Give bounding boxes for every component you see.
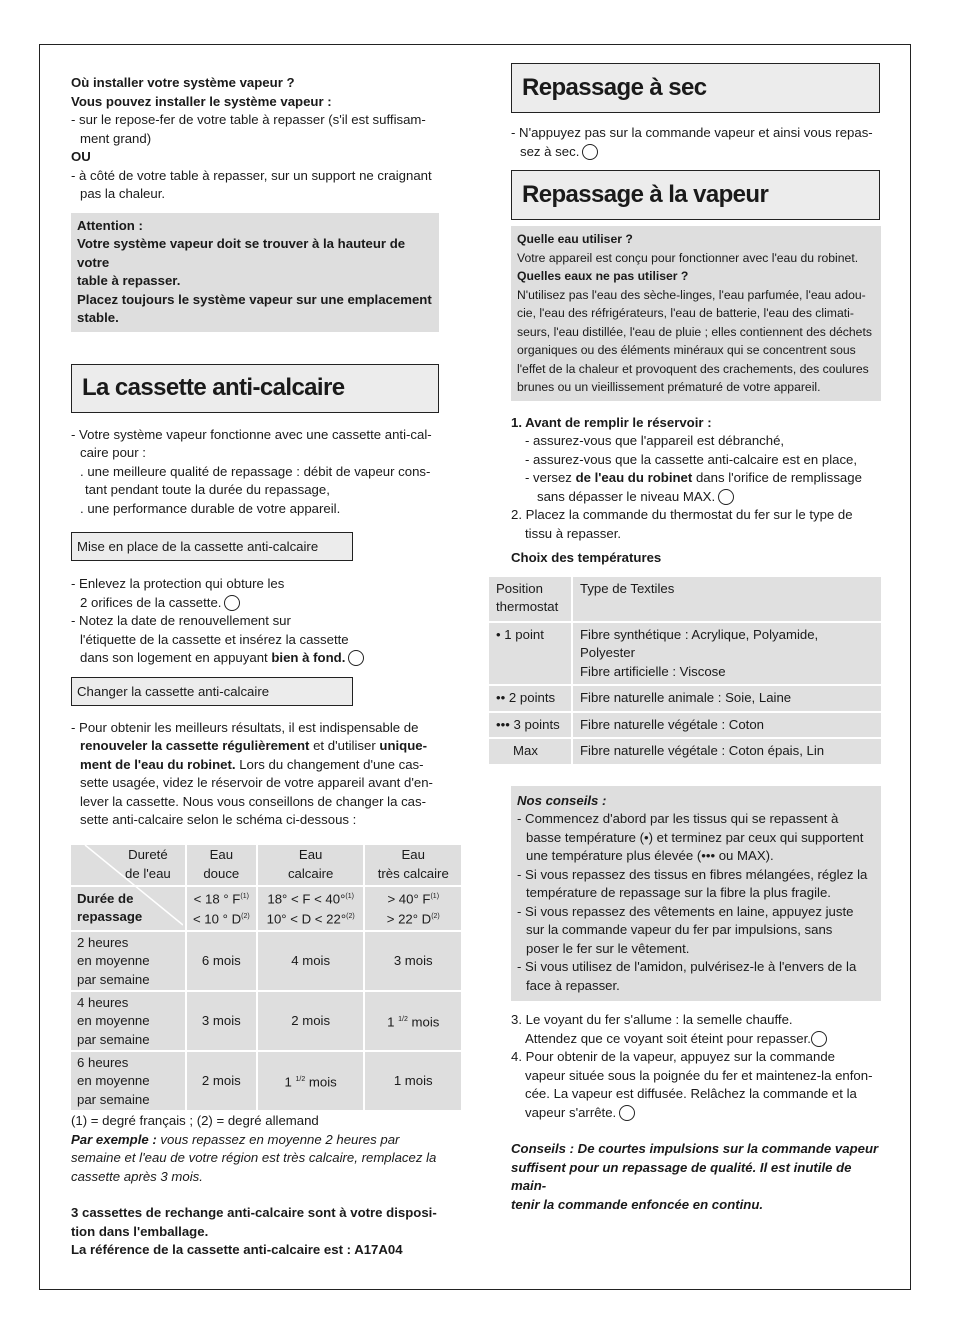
mise-emphasis: bien à fond. [271,650,346,665]
rechange-text: 3 cassettes de rechange anti-calcaire sont à votre disposi- [71,1205,437,1221]
textile-cell [572,622,882,686]
advice-line: - Si vous repassez des tissus en fibres mélangées, réglez la [517,866,868,882]
attention-line: table à repasser. [77,273,181,288]
advice-line: poser le fer sur le vêtement. [526,940,690,956]
temp-header-position [488,576,572,622]
step-line: vapeur située sous la poignée du fer et maintenez-la enfon- [525,1067,873,1083]
cassette-intro [71,426,439,519]
textile-label: Fibre synthétique : Acrylique, Polyamide, [580,626,819,642]
right-column [496,63,882,1214]
advice-line: - Commencez d'abord par les tissus qui se repassent à [517,811,839,826]
water-answer: seurs, l'eau distillée, l'eau de pluie ; elles contiennent des déchets [517,324,872,339]
duration-label: par semaine [77,1031,150,1047]
footnote-mark: (2) [431,913,440,921]
advice-title: Nos conseils : [517,792,607,808]
example-label: Par exemple : [71,1131,157,1147]
corner-bottom-label: repassage [77,909,143,925]
example-text: cassette après 3 mois. [71,1168,203,1184]
interval-cell [364,991,462,1051]
footnote-mark: (2) [241,913,250,921]
install-option-1-cont: ment grand) [80,130,152,146]
steps-3-4 [511,1011,882,1122]
duration-label: en moyenne [77,1013,150,1029]
col-header-label: très calcaire [377,865,449,881]
changer-line: sette usagée, videz le réservoir de votre appareil avant d'en- [80,775,433,790]
water-answer: Votre appareil est conçu pour fonctionner avec l'eau du robinet. [517,250,859,265]
table-row [488,712,882,739]
step-emphasis: de l'eau du robinet [575,470,693,485]
changer-line: et d'utiliser [309,738,380,753]
step-line: vapeur s'arrête. [525,1104,617,1120]
interval-cell: 2 mois [257,991,365,1051]
footnote-mark: (1) [430,892,440,900]
attention-title: Attention : [77,217,143,233]
cassette-reference: La référence de la cassette anti-calcaire est : A17A04 [71,1242,403,1258]
repassage-sec-text [511,124,882,161]
step-title: 1. Avant de remplir le réservoir : [511,414,712,430]
col-header-label: Eau [298,847,323,862]
table-row [70,1051,462,1111]
cassette-intro-line: tant pendant toute la durée du repassage, [85,482,330,497]
threshold-tres-calcaire [364,886,462,932]
changer-emphasis: ment de l'eau du robinet. [80,756,236,772]
changer-line: - Pour obtenir les meilleurs résultats, il est indispensable de [71,719,419,735]
advice-box [511,786,881,1002]
reference-circle-icon [582,144,598,160]
duration-label: par semaine [77,1091,150,1107]
advice-line: sur la commande vapeur du fer par impulsions, sans [526,922,833,937]
advice-line: - Si vous utilisez de l'amidon, pulvérisez-le à l'envers de la [517,959,857,974]
cassette-title: La cassette anti-calcaire [71,364,439,413]
interval-cell: 3 mois [186,991,257,1051]
advice-line: - Si vous repassez des vêtements en laine, appuyez juste [517,903,854,919]
mise-line: dans son logement en appuyant [80,650,272,665]
mise-en-place-title: Mise en place de la cassette anti-calcaire [71,532,353,561]
step-line: tissu à repasser. [525,525,622,541]
cassette-intro-line: . une meilleure qualité de repassage : débit de vapeur cons- [80,463,431,479]
changer-line: Lors du changement d'une cas- [235,756,424,772]
attention-box [71,213,439,332]
textile-label: Fibre naturelle végétale : Coton épais, Lin [572,738,882,765]
interval-cell: 2 mois [186,1051,257,1111]
threshold-value: > 40° F [387,890,431,906]
interval-unit: mois [305,1074,337,1090]
interval-unit: mois [407,1014,440,1030]
cassette-intro-line: caire pour : [80,445,146,460]
textile-label: Polyester [580,645,635,660]
duration-label: par semaine [77,971,150,987]
thermostat-position: Max [488,738,572,765]
threshold-douce [186,886,257,932]
step-line: - assurez-vous que l'appareil est débranché, [525,433,785,448]
changer-text [71,719,439,830]
water-question: Quelles eaux ne pas utiliser ? [517,269,689,283]
install-option-2: - à côté de votre table à repasser, sur un support ne craignant [71,167,432,183]
interval-cell: 4 mois [257,931,365,991]
example-text: vous repassez en moyenne 2 heures par [156,1131,400,1147]
thermostat-position: •• 2 points [488,685,572,712]
textile-label: Fibre naturelle végétale : Coton [572,712,882,739]
reference-circle-icon [224,595,240,611]
threshold-calcaire [257,886,365,932]
step-line: - versez [525,470,576,485]
interval-value: 1 [284,1074,296,1090]
interval-cell: 6 mois [186,931,257,991]
corner-bottom-label: Durée de [77,890,134,906]
temp-header-label: Position [496,580,543,596]
table-row [488,685,882,712]
changer-title: Changer la cassette anti-calcaire [71,677,353,706]
sec-line: - N'appuyez pas sur la commande vapeur et ainsi vous repas- [511,125,873,140]
table-row [70,991,462,1051]
changer-line: lever la cassette. Nous vous conseillons de changer la cas- [80,793,426,809]
interval-cell: 1 mois [364,1051,462,1111]
reference-circle-icon [718,489,734,505]
step-line: 4. Pour obtenir de la vapeur, appuyez sur la commande [511,1049,836,1064]
repassage-sec-title: Repassage à sec [511,63,880,113]
duration-cell [70,931,186,991]
install-or: OU [71,149,91,164]
step-line: Attendez que ce voyant soit éteint pour repasser. [525,1030,811,1046]
footnote: (1) = degré français ; (2) = degré allemand [71,1113,319,1129]
temperature-table [487,575,883,766]
duration-label: en moyenne [77,1073,150,1089]
water-hardness-table [69,843,463,1113]
corner-top-label: de l'eau [124,865,171,881]
mise-line: - Notez la date de renouvellement sur [71,613,291,628]
col-header-label: Eau [209,847,234,862]
changer-emphasis: renouveler la cassette régulièrement [80,738,310,753]
water-info-box [511,226,881,401]
reference-circle-icon [619,1105,635,1121]
threshold-value: 10° < D < 22° [266,911,347,927]
fraction-mark: 1/2 [295,1075,306,1083]
cassette-intro-line: - Votre système vapeur fonctionne avec une cassette anti-cal- [71,426,432,442]
mise-line: l'étiquette de la cassette et insérez la cassette [80,631,349,647]
left-column [71,74,449,1260]
threshold-value: < 18 ° F [193,890,241,906]
advice-line: face à repasser. [526,977,620,993]
duration-label: 4 heures [77,994,129,1010]
threshold-value: < 10 ° D [192,911,242,927]
col-header-label: douce [203,865,240,881]
interval-cell [257,1051,365,1111]
changer-emphasis: unique- [379,738,428,753]
corner-cell-top [70,844,186,886]
table-row [488,622,882,686]
duration-label: 6 heures [77,1054,129,1070]
install-intro: Vous pouvez installer le système vapeur : [71,93,332,109]
attention-line: Placez toujours le système vapeur sur une emplacement [77,291,432,307]
fraction-mark: 1/2 [398,1015,408,1023]
advice-line: une température plus élevée (••• ou MAX). [526,848,774,863]
mise-en-place-text [71,575,439,668]
advice-line: température de repassage sur la fibre la plus fragile. [526,885,831,900]
table-row [488,738,882,765]
duration-label: 2 heures [77,934,129,950]
temperature-choice-title: Choix des températures [511,550,662,565]
cassette-intro-line: . une performance durable de votre appareil. [80,500,341,516]
col-header-tres-calcaire [364,844,462,886]
thermostat-position: • 1 point [488,622,572,686]
temp-header-textiles: Type de Textiles [572,576,882,622]
threshold-value: > 22° D [386,911,432,927]
install-option-1: - sur le repose-fer de votre table à repasser (s'il est suffisam- [71,112,426,127]
interval-value: 1 [387,1014,399,1030]
textile-label: Fibre artificielle : Viscose [580,663,726,679]
example-text: semaine et l'eau de votre région est très calcaire, remplacez la [71,1150,437,1166]
reference-circle-icon [811,1031,827,1047]
duration-cell [70,1051,186,1111]
water-answer: brunes ou un vieillissement prématuré de votre appareil. [517,380,821,394]
col-header-label: calcaire [287,865,334,881]
changer-line: sette anti-calcaire selon le schéma ci-dessous : [80,812,357,827]
footnote-mark: (2) [346,913,355,921]
step-line: - assurez-vous que la cassette anti-calcaire est en place, [525,451,858,467]
rechange-text: tion dans l'emballage. [71,1223,209,1239]
temp-header-label: thermostat [496,599,559,614]
water-answer: l'effet de la chaleur et provoquent des crachements, des coulures [517,361,869,376]
duration-label: en moyenne [77,953,150,969]
step-line: 3. Le voyant du fer s'allume : la semelle chauffe. [511,1012,793,1027]
col-header-douce [186,844,257,886]
step-line: dans l'orifice de remplissage [692,470,862,485]
textile-label: Fibre naturelle animale : Soie, Laine [572,685,882,712]
water-answer: cie, l'eau des réfrigérateurs, l'eau de batterie, l'eau des climati- [517,306,854,320]
sec-line: sez à sec. [520,143,580,159]
final-advice-line: Conseils : De courtes impulsions sur la commande vapeur [511,1141,879,1156]
col-header-label: Eau [401,847,425,862]
install-option-2-cont: pas la chaleur. [80,186,166,201]
duration-cell [70,991,186,1051]
install-question: Où installer votre système vapeur ? [71,75,295,90]
table-row [70,931,462,991]
footnote-mark: (1) [240,892,249,900]
attention-line: Votre système vapeur doit se trouver à la hauteur de votre [77,236,406,270]
repassage-vapeur-title: Repassage à la vapeur [511,170,880,220]
water-answer: N'utilisez pas l'eau des sèche-linges, l'eau parfumée, l'eau adou- [517,287,866,302]
advice-line: basse température (•) et terminez par ceux qui supportent [526,829,864,845]
threshold-value: 18° < F < 40° [267,890,346,906]
step-line: 2. Placez la commande du thermostat du fer sur le type de [511,507,853,522]
final-advice [511,1140,882,1214]
steps-1-2 [511,414,882,568]
reference-circle-icon [348,650,364,666]
water-answer: organiques ou des éléments minéraux qui se concentrent sous [517,343,856,357]
interval-cell: 3 mois [364,931,462,991]
step-line: sans dépasser le niveau MAX. [537,488,716,504]
col-header-calcaire [257,844,365,886]
final-advice-line: tenir la commande enfoncée en continu. [511,1196,764,1212]
thermostat-position: ••• 3 points [488,712,572,739]
footnote-mark: (1) [345,892,354,900]
attention-line: stable. [77,310,119,325]
mise-line: - Enlevez la protection qui obture les [71,576,285,591]
mise-line: 2 orifices de la cassette. [80,594,222,610]
water-question: Quelle eau utiliser ? [517,232,633,246]
step-line: cée. La vapeur est diffusée. Relâchez la commande et la [525,1086,857,1101]
final-advice-line: suffisent pour un repassage de qualité. Il est inutile de main- [511,1159,852,1193]
corner-top-label: Dureté [128,847,168,862]
